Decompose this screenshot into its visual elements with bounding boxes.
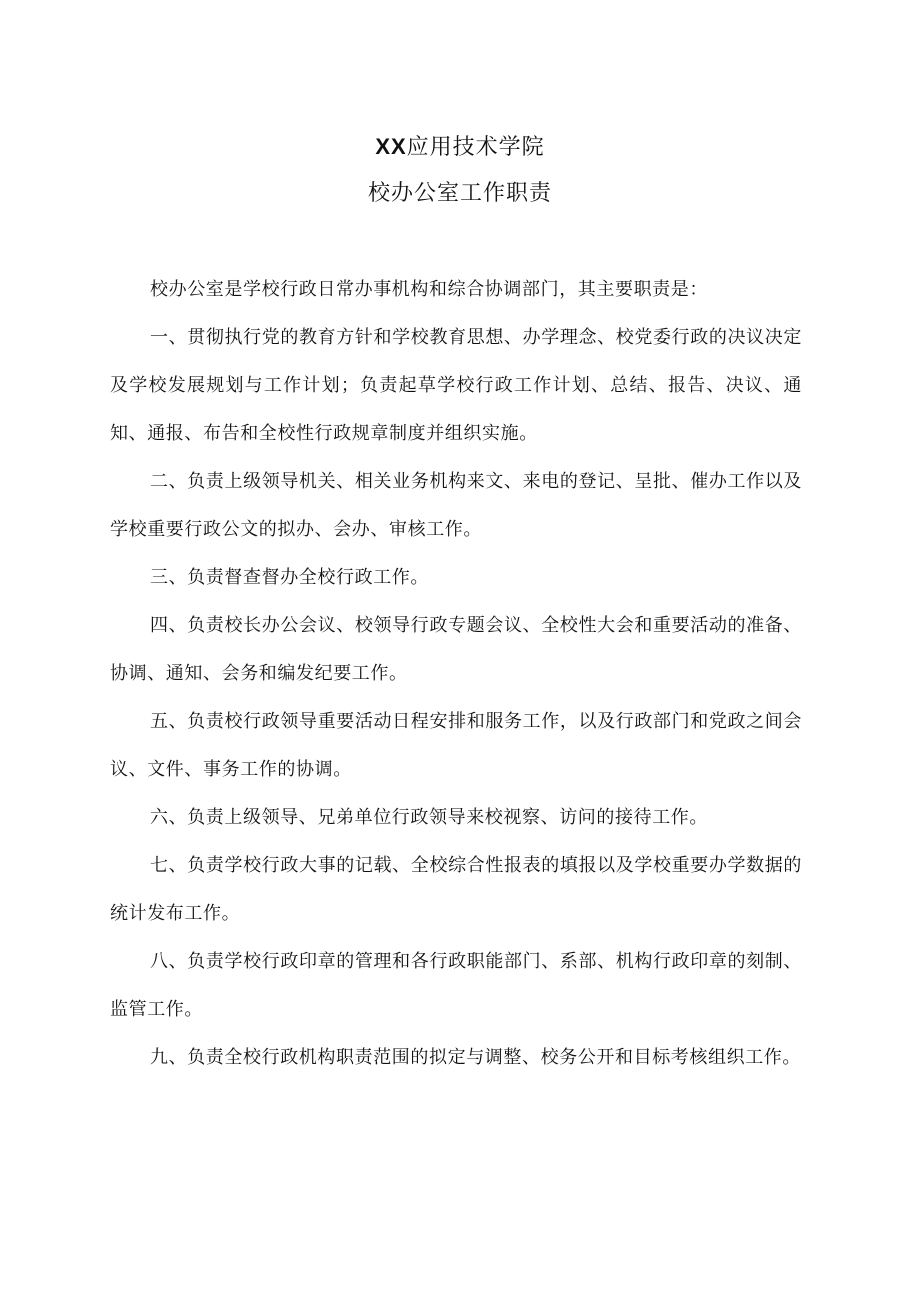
document-body	[110, 266, 802, 1082]
duty-paragraph-6: 六、负责上级领导、兄弟单位行政领导来校视察、访问的接待工作。	[150, 807, 708, 828]
institution-title-prefix: XX	[375, 134, 407, 159]
duty-paragraph-7: 七、负责学校行政大事的记载、全校综合性报表的填报以及学校重要办学数据的统计发布工作。	[110, 855, 802, 924]
duty-paragraph-3: 三、负责督查督办全校行政工作。	[150, 567, 429, 588]
duty-paragraph-8: 八、负责学校行政印章的管理和各行政职能部门、系部、机构行政印章的刻制、监管工作。	[110, 951, 802, 1020]
duty-paragraph-4: 四、负责校长办公会议、校领导行政专题会议、全校性大会和重要活动的准备、协调、通知、会务和编发纪要工作。	[110, 615, 802, 684]
duty-paragraph-5: 五、负责校行政领导重要活动日程安排和服务工作，以及行政部门和党政之间会议、文件、事务工作的协调。	[110, 711, 802, 780]
duty-paragraph-9: 九、负责全校行政机构职责范围的拟定与调整、校务公开和目标考核组织工作。	[150, 1047, 801, 1068]
institution-title-name: 应用技术学院	[406, 135, 545, 160]
intro-paragraph: 校办公室是学校行政日常办事机构和综合协调部门，其主要职责是：	[150, 279, 708, 300]
duty-paragraph-1: 一、贯彻执行党的教育方针和学校教育思想、办学理念、校党委行政的决议决定及学校发展规划与工作计划；负责起草学校行政工作计划、总结、报告、决议、通知、通报、布告和全校性行政规章制度并组织实施。	[110, 327, 802, 444]
duty-paragraph-2: 二、负责上级领导机关、相关业务机构来文、来电的登记、呈批、催办工作以及学校重要行政公文的拟办、会办、审核工作。	[110, 471, 802, 540]
institution-title	[0, 124, 920, 171]
document-title-block	[0, 124, 920, 217]
document-title: 校办公室工作职责	[367, 181, 552, 206]
